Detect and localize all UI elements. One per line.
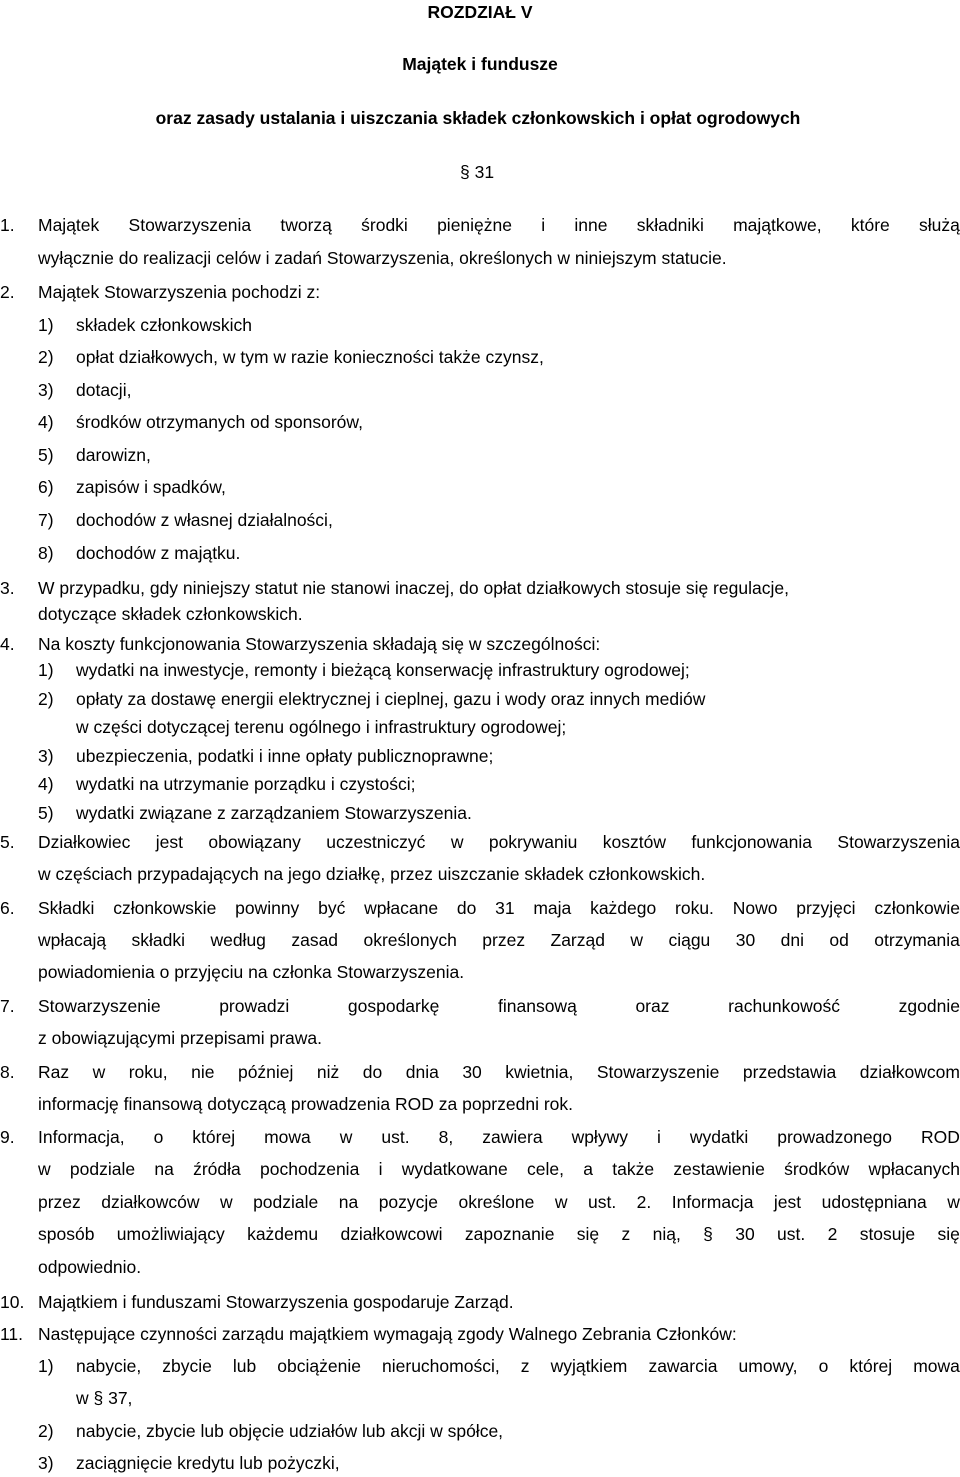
paragraph-6-line-2 [38, 930, 960, 951]
word: prowadzonego [777, 1127, 893, 1147]
list-item-text: darowizn, [76, 445, 151, 465]
paragraph-number: 9. [0, 1127, 15, 1147]
word: wydatki [689, 1127, 749, 1147]
paragraph-9-line-5: odpowiednio. [38, 1257, 142, 1277]
list-item-text: wydatki na utrzymanie porządku i czystości; [76, 774, 416, 794]
word: pozycje [378, 1192, 439, 1212]
word: rachunkowość [728, 996, 841, 1016]
paragraph-5-line-2: w częściach przypadających na jego działkę, przez uiszczanie składek członkowskich. [38, 864, 706, 884]
word: nią, [652, 1224, 681, 1244]
paragraph-number: 3. [0, 578, 15, 598]
word: służą [919, 215, 960, 235]
word: uczestniczyć [326, 832, 426, 852]
word: środków [784, 1159, 850, 1179]
list-item-text: opłat działkowych, w tym w razie konieczności także czynsz, [76, 347, 544, 367]
list-item-number: 7) [38, 510, 54, 530]
word: zbycie [162, 1356, 212, 1376]
word: ciągu [668, 930, 711, 950]
word: ust. [587, 1192, 617, 1212]
word: później [237, 1062, 294, 1082]
word: według [210, 930, 266, 950]
word: ust. [381, 1127, 410, 1147]
list-item-number: 2) [38, 347, 54, 367]
word: przez [38, 1192, 81, 1212]
list-item-number: 1) [38, 660, 54, 680]
word: do [456, 898, 477, 918]
paragraph-number: 2. [0, 282, 15, 302]
chapter-title: Majątek i fundusze [402, 54, 558, 74]
list-item-continuation: w § 37, [76, 1388, 133, 1408]
word: dni [780, 930, 804, 950]
word: o [818, 1356, 829, 1376]
paragraph-1-line-2: wyłącznie do realizacji celów i zadań Stowarzyszenia, określonych w niniejszym statucie. [38, 248, 727, 268]
word: gospodarkę [347, 996, 440, 1016]
word: Stowarzyszenie [38, 996, 161, 1016]
word: od [829, 930, 849, 950]
word: a [583, 1159, 593, 1179]
word: 2. [636, 1192, 652, 1212]
word: Informacja [671, 1192, 754, 1212]
word: wpłacają [38, 930, 107, 950]
word: zapoznanie [464, 1224, 555, 1244]
list-item-text [76, 1356, 960, 1377]
word: dnia [405, 1062, 439, 1082]
word: udostępniana [821, 1192, 927, 1212]
word: środki [361, 215, 408, 235]
paragraph-6-line-3: powiadomienia o przyjęciu na członka Stowarzyszenia. [38, 962, 465, 982]
list-item-text: wydatki związane z zarządzaniem Stowarzyszenia. [76, 803, 472, 823]
word: ROD [921, 1127, 960, 1147]
word: w [554, 1192, 568, 1212]
paragraph-number: 4. [0, 634, 15, 654]
word: określonych [363, 930, 457, 950]
word: się [576, 1224, 600, 1244]
paragraph-8-line-2: informację finansową dotyczącą prowadzenia ROD za poprzedni rok. [38, 1094, 573, 1114]
word: zawiera [482, 1127, 543, 1147]
section-number: § 31 [460, 162, 495, 182]
list-item-number: 5) [38, 445, 54, 465]
paragraph-number: 5. [0, 832, 15, 852]
word: jest [773, 1192, 802, 1212]
word: obowiązany [208, 832, 301, 852]
word: wydatkowane [401, 1159, 508, 1179]
word: obciążenie [277, 1356, 361, 1376]
paragraph-7-line-2: z obowiązującymi przepisami prawa. [38, 1028, 322, 1048]
paragraph-3-line-1: W przypadku, gdy niniejszy statut nie stanowi inaczej, do opłat działkowych stosuje się regulacje, [38, 578, 789, 598]
word: z [621, 1224, 631, 1244]
list-item-number: 3) [38, 380, 54, 400]
word: 30 [735, 930, 756, 950]
word: na [154, 1159, 174, 1179]
list-item-text: dochodów z majątku. [76, 543, 241, 563]
list-item-text: zaciągnięcie kredytu lub pożyczki, [76, 1453, 340, 1473]
list-item-number: 6) [38, 477, 54, 497]
paragraph-number: 7. [0, 996, 15, 1016]
list-item-number: 1) [38, 1356, 54, 1376]
word: i [656, 1127, 661, 1147]
word: składki [131, 930, 186, 950]
word: wyjątkiem [550, 1356, 628, 1376]
paragraph-2-intro: Majątek Stowarzyszenia pochodzi z: [38, 282, 321, 302]
word: majątkowe, [733, 215, 822, 235]
word: w [219, 1192, 233, 1212]
paragraph-8-line-1 [38, 1062, 960, 1083]
word: tworzą [280, 215, 332, 235]
word: członkowie [874, 898, 960, 918]
word: i [541, 215, 546, 235]
paragraph-5-line-1 [38, 832, 960, 853]
word: sposób [38, 1224, 95, 1244]
paragraph-number: 10. [0, 1292, 25, 1312]
word: w [339, 1127, 353, 1147]
word: 8, [438, 1127, 454, 1147]
word: umowy, [738, 1356, 798, 1376]
word: 31 [495, 898, 515, 918]
list-item-number: 4) [38, 412, 54, 432]
word: nie [191, 1062, 215, 1082]
word: lub [232, 1356, 257, 1376]
word: Informacja, [38, 1127, 125, 1147]
word: zawarcia [648, 1356, 718, 1376]
word: funkcjonowania [691, 832, 813, 852]
word: się [937, 1224, 960, 1244]
word: pochodzenia [260, 1159, 360, 1179]
word: powinny [235, 898, 300, 918]
list-item-number: 4) [38, 774, 54, 794]
list-item-text: nabycie, zbycie lub objęcie udziałów lub akcji w spółce, [76, 1421, 504, 1441]
word: oraz [635, 996, 670, 1016]
paragraph-6-line-1 [38, 898, 960, 919]
word: każdemu [247, 1224, 319, 1244]
list-item-text: dochodów z własnej działalności, [76, 510, 333, 530]
word: w [630, 930, 644, 950]
paragraph-number: 8. [0, 1062, 15, 1082]
paragraph-9-line-2 [38, 1159, 960, 1180]
word: jest [155, 832, 184, 852]
word: niż [316, 1062, 340, 1082]
word: kwietnia, [505, 1062, 574, 1082]
word: roku. [675, 898, 714, 918]
word: inne [574, 215, 608, 235]
word: wpłacanych [868, 1159, 960, 1179]
word: której [192, 1127, 236, 1147]
word: nabycie, [76, 1356, 142, 1376]
word: 30 [462, 1062, 482, 1082]
word: zasad [291, 930, 339, 950]
list-item-number: 3) [38, 1453, 54, 1473]
word: z [520, 1356, 530, 1376]
word: § [703, 1224, 713, 1244]
word: prowadzi [219, 996, 290, 1016]
word: mowa [264, 1127, 311, 1147]
word: Działkowiec [38, 832, 131, 852]
word: o [153, 1127, 164, 1147]
paragraph-number: 1. [0, 215, 15, 235]
word: umożliwiający [116, 1224, 225, 1244]
chapter-heading: ROZDZIAŁ V [427, 2, 533, 22]
paragraph-number: 11. [0, 1324, 24, 1344]
word: działkowców [101, 1192, 200, 1212]
word: źródła [193, 1159, 241, 1179]
word: w [38, 1159, 51, 1179]
word: podziale [253, 1192, 319, 1212]
list-item-number: 1) [38, 315, 54, 335]
word: pokrywaniu [488, 832, 578, 852]
word: otrzymania [874, 930, 960, 950]
word: Stowarzyszenie [596, 1062, 720, 1082]
paragraph-4-intro: Na koszty funkcjonowania Stowarzyszenia składają się w szczególności: [38, 634, 601, 654]
word: określone [458, 1192, 535, 1212]
list-item-text: składek członkowskich [76, 315, 253, 335]
word: w [947, 1192, 960, 1212]
word: finansową [498, 996, 577, 1016]
list-item-number: 5) [38, 803, 54, 823]
word: kosztów [602, 832, 666, 852]
paragraph-9-line-4 [38, 1224, 960, 1245]
word: roku, [128, 1062, 168, 1082]
word: działkowcom [859, 1062, 960, 1082]
word: do [362, 1062, 383, 1082]
word: każdego [590, 898, 657, 918]
paragraph-7-line-1 [38, 996, 960, 1017]
word: mowa [913, 1356, 960, 1376]
paragraph-9-line-3 [38, 1192, 960, 1213]
word: której [849, 1356, 893, 1376]
chapter-subtitle: oraz zasady ustalania i uiszczania składek członkowskich i opłat ogrodowych [155, 108, 801, 128]
word: członkowskie [113, 898, 217, 918]
list-item-text: opłaty za dostawę energii elektrycznej i cieplnej, gazu i wody oraz innych mediów [76, 689, 706, 709]
word: stosuje [859, 1224, 916, 1244]
word: Stowarzyszenia [128, 215, 252, 235]
list-item-text: wydatki na inwestycje, remonty i bieżącą konserwację infrastruktury ogrodowej; [76, 660, 690, 680]
word: przez [482, 930, 526, 950]
paragraph-11-intro: Następujące czynności zarządu majątkiem wymagają zgody Walnego Zebrania Członków: [38, 1324, 737, 1344]
word: cele, [527, 1159, 564, 1179]
word: i [378, 1159, 383, 1179]
list-item-text: w części dotyczącej terenu ogólnego i infrastruktury ogrodowej; [76, 717, 567, 737]
paragraph-number: 6. [0, 898, 15, 918]
word: wpłacane [364, 898, 439, 918]
word: podziale [69, 1159, 136, 1179]
word: być [318, 898, 346, 918]
word: nieruchomości, [382, 1356, 500, 1376]
word: 2 [827, 1224, 838, 1244]
list-item-text: środków otrzymanych od sponsorów, [76, 412, 363, 432]
word: przyjęci [796, 898, 856, 918]
word: zgodnie [898, 996, 960, 1016]
word: pieniężne [437, 215, 512, 235]
word: Stowarzyszenia [837, 832, 960, 852]
word: przedstawia [742, 1062, 837, 1082]
word: zestawienie [673, 1159, 765, 1179]
list-item-text: dotacji, [76, 380, 132, 400]
word: 30 [735, 1224, 755, 1244]
paragraph-9-line-1 [38, 1127, 960, 1148]
paragraph-10-text: Majątkiem i funduszami Stowarzyszenia gospodaruje Zarząd. [38, 1292, 514, 1312]
word: które [850, 215, 890, 235]
list-item-number: 3) [38, 746, 54, 766]
list-item-text: ubezpieczenia, podatki i inne opłaty publicznoprawne; [76, 746, 494, 766]
word: Składki [38, 898, 95, 918]
word: działkowcowi [340, 1224, 443, 1244]
word: Raz [38, 1062, 70, 1082]
word: składniki [636, 215, 704, 235]
list-item-number: 8) [38, 543, 54, 563]
word: także [612, 1159, 655, 1179]
word: maja [533, 898, 572, 918]
word: Majątek [38, 215, 100, 235]
word: wpływy [571, 1127, 628, 1147]
word: ust. [777, 1224, 806, 1244]
paragraph-3-line-2: dotyczące składek członkowskich. [38, 604, 303, 624]
list-item-number: 2) [38, 1421, 54, 1441]
paragraph-1-line-1 [38, 215, 960, 236]
word: w [450, 832, 464, 852]
word: w [92, 1062, 106, 1082]
word: Nowo [732, 898, 778, 918]
word: Zarząd [550, 930, 605, 950]
list-item-number: 2) [38, 689, 54, 709]
list-item-text: zapisów i spadków, [76, 477, 226, 497]
word: na [338, 1192, 359, 1212]
